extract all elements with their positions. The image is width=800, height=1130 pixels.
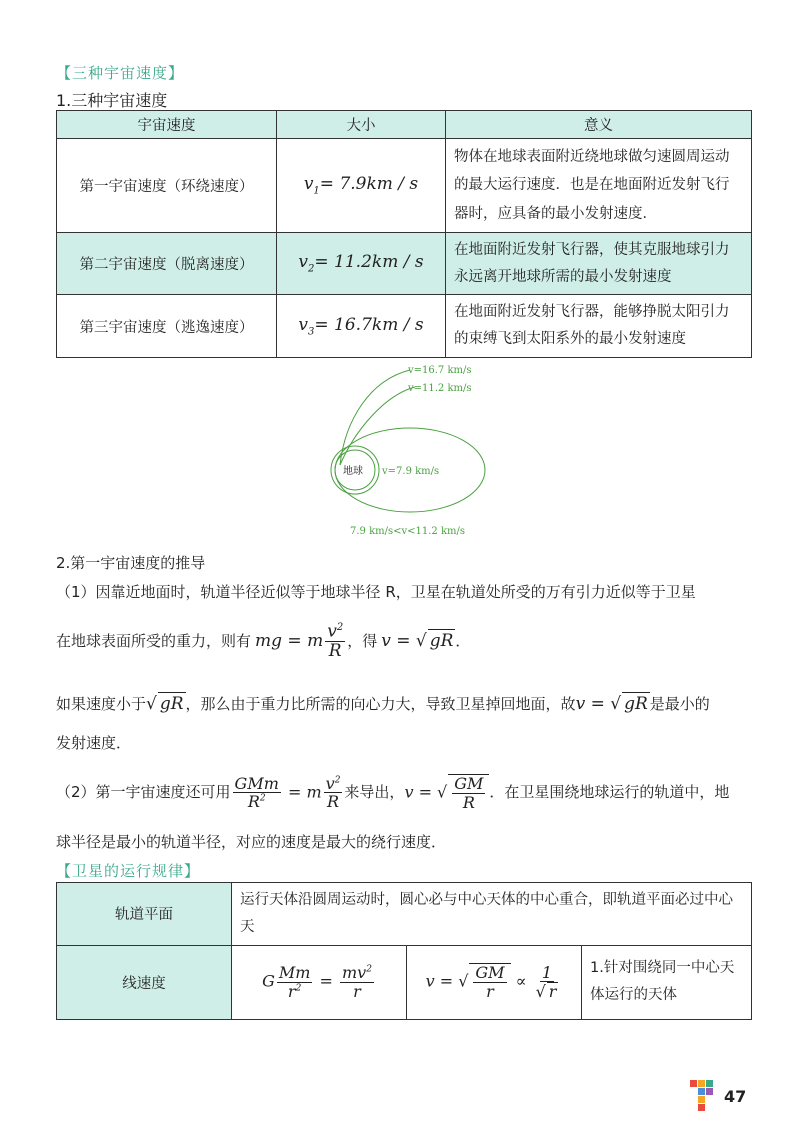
escape-trajectory-v2 [340, 387, 415, 465]
equation-v-sqrt-gR-2: v = √ gR [576, 692, 650, 717]
velocity-value: $v_3= 16.7km / s$ [277, 295, 446, 358]
paragraph-3-line-2: 球半径是最小的轨道半径，对应的速度是最大的绕行速度． [56, 833, 447, 851]
para2-text-a: 如果速度小于 [56, 694, 147, 713]
cosmic-velocity-table [56, 110, 752, 358]
equation-gravity-centripetal: G $\frac{Mm}{r^2}$ = $\frac{mv^2}{r}$ [232, 945, 407, 1019]
paragraph-1-line-1: （1）因靠近地面时，轨道半径近似等于地球半径 R，卫星在轨道处所受的万有引力近似等于卫星 [56, 583, 696, 601]
section-title-cosmic-velocities: 【三种宇宙速度】 [56, 64, 185, 82]
table-row [57, 232, 752, 295]
label-v3: v=16.7 km/s [408, 365, 472, 376]
velocity-name: 第一宇宙速度（环绕速度） [57, 139, 277, 233]
publisher-logo-icon [690, 1080, 718, 1116]
equation-linear-velocity: v = √ $\frac{GM}{r}$ ∝ $\frac{1}{√ r}$ [407, 945, 582, 1019]
paragraph-3-line-1 [56, 774, 756, 811]
row-label-linear-velocity: 线速度 [57, 945, 232, 1019]
sqrt-gR: √ gR [146, 692, 186, 717]
velocity-name: 第二宇宙速度（脱离速度） [57, 232, 277, 295]
para1-text-b: ，得 [347, 632, 378, 651]
equation-mg: mg = m $\frac{v^2}{R}$ [255, 621, 344, 662]
label-range: 7.9 km/s<v<11.2 km/s [350, 526, 466, 537]
velocity-value: $v_1= 7.9km / s$ [277, 139, 446, 233]
satellite-rules-table [56, 882, 752, 1020]
velocity-meaning: 物体在地球表面附近绕地球做匀速圆周运动的最大运行速度．也是在地面附近发射飞行器时，应具备的最小发射速度． [446, 139, 752, 233]
paragraph-2-line-1 [56, 692, 756, 717]
table-row [57, 945, 752, 1019]
para3-text-a: （2）第一宇宙速度还可用 [56, 783, 231, 802]
para1-text-a: 在地球表面所受的重力，则有 [56, 632, 252, 651]
table-row [57, 139, 752, 233]
orbit-diagram [300, 360, 500, 545]
linear-velocity-note: 1.针对围绕同一中心天体运行的天体 [582, 945, 752, 1019]
paragraph-1-line-2 [56, 622, 756, 661]
velocity-name: 第三宇宙速度（逃逸速度） [57, 295, 277, 358]
para3-text-b: 来导出， [344, 783, 405, 802]
label-v1: v=7.9 km/s [382, 466, 440, 477]
subsection-title-three-velocities: 1.三种宇宙速度 [56, 91, 168, 110]
para3-text-c: ．在卫星围绕地球运行的轨道中，地 [489, 783, 730, 802]
page-number: 47 [724, 1087, 747, 1106]
label-v2: v=11.2 km/s [408, 383, 472, 394]
para1-text-c: ． [455, 632, 471, 651]
para2-text-b: ，那么由于重力比所需的向心力大，导致卫星掉回地面，故 [185, 694, 576, 713]
header-cell: 大小 [277, 111, 446, 139]
velocity-value: $v_2= 11.2km / s$ [277, 232, 446, 295]
table-row [57, 295, 752, 358]
equation-v-sqrt-GM-R: v = √ $\frac{GM}{R}$ [404, 774, 489, 811]
velocity-meaning: 在地面附近发射飞行器，使其克服地球引力永远离开地球所需的最小发射速度 [446, 232, 752, 295]
subsection-title-derivation: 2.第一宇宙速度的推导 [56, 554, 206, 572]
label-earth: 地球 [343, 466, 363, 477]
header-cell: 意义 [446, 111, 752, 139]
table-row [57, 883, 752, 946]
header-cell: 宇宙速度 [57, 111, 277, 139]
velocity-meaning: 在地面附近发射飞行器，能够挣脱太阳引力的束缚飞到太阳系外的最小发射速度 [446, 295, 752, 358]
orbit-plane-text: 运行天体沿圆周运动时，圆心必与中心天体的中心重合，即轨道平面必过中心天 [232, 883, 752, 946]
table-header-row [57, 111, 752, 139]
equation-gravity: $\frac{\text{GMm}}{R^2}$ = m $\frac{v^2}{R}$ [234, 773, 341, 812]
paragraph-2-line-2: 发射速度． [56, 734, 132, 752]
para2-text-c: 是最小的 [649, 694, 710, 713]
row-label-orbit-plane: 轨道平面 [57, 883, 232, 946]
section-title-satellite-rules: 【卫星的运行规律】 [56, 862, 201, 880]
equation-v-sqrt-gR: v = √ gR [381, 629, 455, 654]
